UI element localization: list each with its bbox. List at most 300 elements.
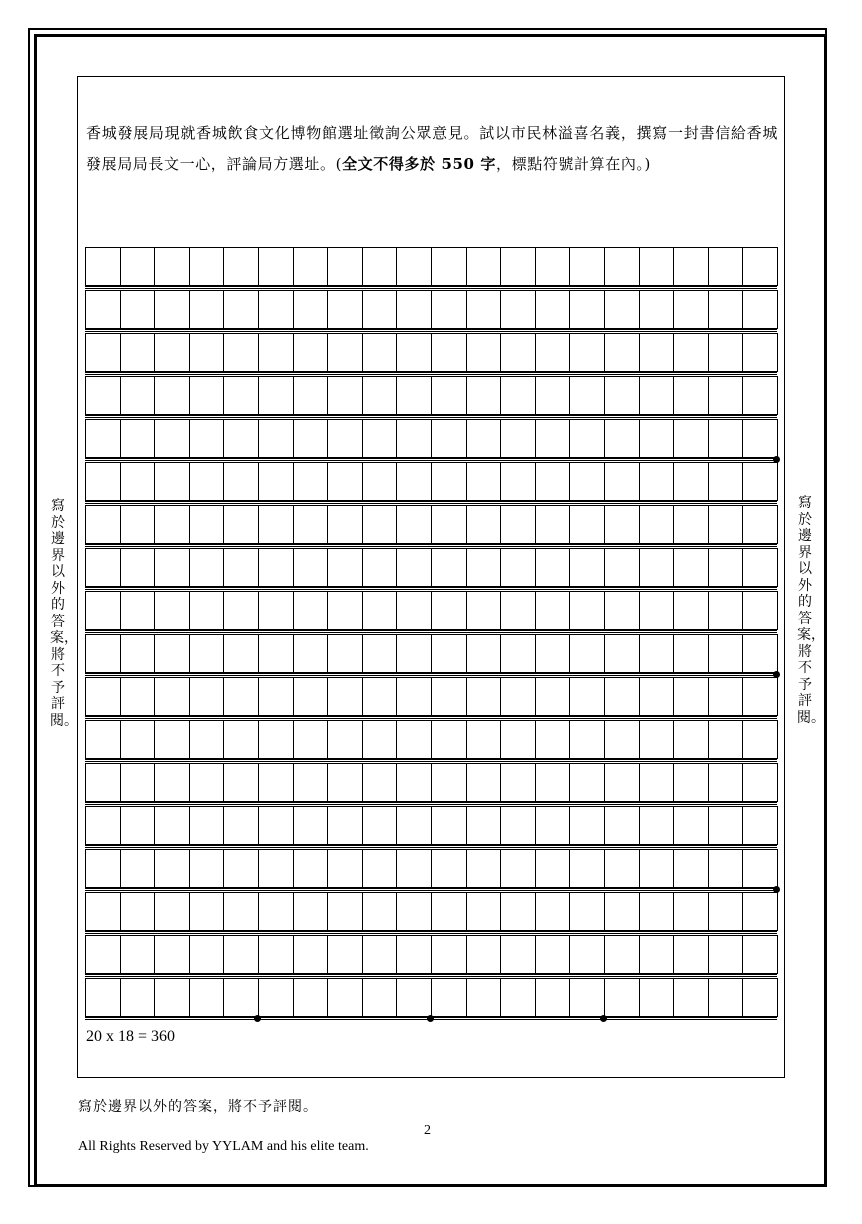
- grid-cell[interactable]: [467, 592, 502, 630]
- grid-cell[interactable]: [467, 764, 502, 802]
- grid-cell[interactable]: [640, 334, 675, 372]
- grid-cell[interactable]: [432, 592, 467, 630]
- grid-cell[interactable]: [570, 291, 605, 329]
- grid-cell[interactable]: [224, 893, 259, 931]
- grid-cell[interactable]: [501, 549, 536, 587]
- grid-cell[interactable]: [155, 463, 190, 501]
- grid-cell[interactable]: [294, 936, 329, 974]
- grid-cell[interactable]: [536, 334, 571, 372]
- grid-cell[interactable]: [709, 592, 744, 630]
- grid-cell[interactable]: [86, 850, 121, 888]
- grid-cell[interactable]: [397, 678, 432, 716]
- grid-cell[interactable]: [86, 635, 121, 673]
- grid-cell[interactable]: [86, 420, 121, 458]
- grid-cell[interactable]: [467, 850, 502, 888]
- grid-cell[interactable]: [363, 893, 398, 931]
- grid-cell[interactable]: [467, 549, 502, 587]
- grid-cell[interactable]: [397, 377, 432, 415]
- grid-cell[interactable]: [536, 291, 571, 329]
- grid-cell[interactable]: [743, 979, 778, 1017]
- grid-cell[interactable]: [328, 377, 363, 415]
- grid-cell[interactable]: [536, 463, 571, 501]
- grid-cell[interactable]: [121, 721, 156, 759]
- grid-cell[interactable]: [570, 721, 605, 759]
- grid-cell[interactable]: [501, 592, 536, 630]
- grid-cell[interactable]: [224, 463, 259, 501]
- grid-cell[interactable]: [328, 592, 363, 630]
- grid-cell[interactable]: [605, 506, 640, 544]
- grid-cell[interactable]: [224, 592, 259, 630]
- grid-cell[interactable]: [467, 635, 502, 673]
- grid-cell[interactable]: [86, 807, 121, 845]
- grid-cell[interactable]: [224, 979, 259, 1017]
- grid-cell[interactable]: [294, 506, 329, 544]
- grid-cell[interactable]: [605, 635, 640, 673]
- grid-cell[interactable]: [397, 893, 432, 931]
- grid-cell[interactable]: [570, 377, 605, 415]
- grid-cell[interactable]: [536, 377, 571, 415]
- grid-cell[interactable]: [190, 291, 225, 329]
- grid-cell[interactable]: [501, 420, 536, 458]
- grid-cell[interactable]: [397, 592, 432, 630]
- grid-cell[interactable]: [605, 850, 640, 888]
- grid-cell[interactable]: [328, 334, 363, 372]
- grid-cell[interactable]: [743, 291, 778, 329]
- grid-cell[interactable]: [155, 592, 190, 630]
- grid-cell[interactable]: [640, 463, 675, 501]
- grid-cell[interactable]: [570, 592, 605, 630]
- grid-cell[interactable]: [743, 678, 778, 716]
- grid-cell[interactable]: [743, 506, 778, 544]
- grid-cell[interactable]: [86, 549, 121, 587]
- grid-cell[interactable]: [709, 807, 744, 845]
- grid-cell[interactable]: [155, 377, 190, 415]
- grid-cell[interactable]: [86, 463, 121, 501]
- grid-cell[interactable]: [363, 463, 398, 501]
- grid-cell[interactable]: [86, 979, 121, 1017]
- grid-cell[interactable]: [294, 850, 329, 888]
- grid-cell[interactable]: [605, 334, 640, 372]
- grid-cell[interactable]: [501, 721, 536, 759]
- grid-cell[interactable]: [397, 721, 432, 759]
- grid-cell[interactable]: [674, 635, 709, 673]
- grid-cell[interactable]: [605, 248, 640, 286]
- grid-cell[interactable]: [570, 463, 605, 501]
- grid-cell[interactable]: [674, 979, 709, 1017]
- grid-cell[interactable]: [190, 463, 225, 501]
- grid-cell[interactable]: [674, 678, 709, 716]
- grid-cell[interactable]: [328, 850, 363, 888]
- grid-cell[interactable]: [397, 506, 432, 544]
- grid-cell[interactable]: [86, 592, 121, 630]
- grid-cell[interactable]: [259, 506, 294, 544]
- grid-cell[interactable]: [155, 420, 190, 458]
- grid-cell[interactable]: [328, 979, 363, 1017]
- grid-cell[interactable]: [86, 678, 121, 716]
- grid-cell[interactable]: [536, 764, 571, 802]
- grid-cell[interactable]: [467, 377, 502, 415]
- grid-cell[interactable]: [743, 334, 778, 372]
- grid-cell[interactable]: [743, 377, 778, 415]
- grid-cell[interactable]: [259, 549, 294, 587]
- grid-cell[interactable]: [709, 420, 744, 458]
- grid-cell[interactable]: [743, 850, 778, 888]
- grid-cell[interactable]: [536, 979, 571, 1017]
- grid-cell[interactable]: [640, 377, 675, 415]
- grid-cell[interactable]: [121, 420, 156, 458]
- grid-cell[interactable]: [294, 592, 329, 630]
- grid-cell[interactable]: [155, 635, 190, 673]
- grid-cell[interactable]: [328, 893, 363, 931]
- grid-cell[interactable]: [467, 807, 502, 845]
- grid-cell[interactable]: [674, 377, 709, 415]
- grid-cell[interactable]: [363, 506, 398, 544]
- grid-cell[interactable]: [743, 807, 778, 845]
- grid-cell[interactable]: [674, 248, 709, 286]
- grid-cell[interactable]: [467, 936, 502, 974]
- grid-cell[interactable]: [640, 764, 675, 802]
- grid-cell[interactable]: [294, 893, 329, 931]
- grid-cell[interactable]: [363, 635, 398, 673]
- grid-cell[interactable]: [259, 291, 294, 329]
- grid-cell[interactable]: [397, 420, 432, 458]
- grid-cell[interactable]: [121, 291, 156, 329]
- grid-cell[interactable]: [570, 248, 605, 286]
- grid-cell[interactable]: [536, 592, 571, 630]
- grid-cell[interactable]: [259, 764, 294, 802]
- grid-cell[interactable]: [674, 764, 709, 802]
- grid-cell[interactable]: [155, 248, 190, 286]
- grid-cell[interactable]: [259, 936, 294, 974]
- grid-cell[interactable]: [155, 506, 190, 544]
- grid-cell[interactable]: [605, 549, 640, 587]
- grid-cell[interactable]: [467, 291, 502, 329]
- grid-cell[interactable]: [743, 893, 778, 931]
- grid-cell[interactable]: [363, 549, 398, 587]
- grid-cell[interactable]: [570, 979, 605, 1017]
- grid-cell[interactable]: [259, 420, 294, 458]
- grid-cell[interactable]: [536, 248, 571, 286]
- grid-cell[interactable]: [536, 420, 571, 458]
- grid-cell[interactable]: [432, 850, 467, 888]
- grid-cell[interactable]: [467, 420, 502, 458]
- grid-cell[interactable]: [190, 334, 225, 372]
- grid-cell[interactable]: [190, 850, 225, 888]
- grid-cell[interactable]: [294, 678, 329, 716]
- grid-cell[interactable]: [121, 463, 156, 501]
- grid-cell[interactable]: [121, 248, 156, 286]
- grid-cell[interactable]: [501, 377, 536, 415]
- grid-cell[interactable]: [259, 334, 294, 372]
- grid-cell[interactable]: [674, 893, 709, 931]
- grid-cell[interactable]: [709, 549, 744, 587]
- grid-cell[interactable]: [155, 334, 190, 372]
- grid-cell[interactable]: [121, 635, 156, 673]
- grid-cell[interactable]: [467, 893, 502, 931]
- grid-cell[interactable]: [536, 850, 571, 888]
- grid-cell[interactable]: [121, 334, 156, 372]
- grid-cell[interactable]: [674, 334, 709, 372]
- grid-cell[interactable]: [397, 463, 432, 501]
- grid-cell[interactable]: [467, 248, 502, 286]
- grid-cell[interactable]: [640, 807, 675, 845]
- grid-cell[interactable]: [190, 506, 225, 544]
- grid-cell[interactable]: [674, 463, 709, 501]
- grid-cell[interactable]: [259, 721, 294, 759]
- grid-cell[interactable]: [640, 678, 675, 716]
- grid-cell[interactable]: [294, 377, 329, 415]
- grid-cell[interactable]: [328, 549, 363, 587]
- grid-cell[interactable]: [640, 936, 675, 974]
- grid-cell[interactable]: [570, 635, 605, 673]
- grid-cell[interactable]: [397, 334, 432, 372]
- grid-cell[interactable]: [259, 678, 294, 716]
- grid-cell[interactable]: [709, 291, 744, 329]
- grid-cell[interactable]: [397, 807, 432, 845]
- grid-cell[interactable]: [86, 377, 121, 415]
- grid-cell[interactable]: [86, 764, 121, 802]
- grid-cell[interactable]: [743, 420, 778, 458]
- grid-cell[interactable]: [224, 936, 259, 974]
- grid-cell[interactable]: [640, 248, 675, 286]
- grid-cell[interactable]: [743, 463, 778, 501]
- grid-cell[interactable]: [121, 592, 156, 630]
- grid-cell[interactable]: [224, 850, 259, 888]
- grid-cell[interactable]: [397, 248, 432, 286]
- grid-cell[interactable]: [501, 764, 536, 802]
- grid-cell[interactable]: [570, 678, 605, 716]
- grid-cell[interactable]: [259, 377, 294, 415]
- grid-cell[interactable]: [363, 678, 398, 716]
- grid-cell[interactable]: [709, 979, 744, 1017]
- grid-cell[interactable]: [536, 721, 571, 759]
- grid-cell[interactable]: [121, 936, 156, 974]
- grid-cell[interactable]: [190, 549, 225, 587]
- grid-cell[interactable]: [328, 635, 363, 673]
- grid-cell[interactable]: [363, 334, 398, 372]
- grid-cell[interactable]: [224, 678, 259, 716]
- grid-cell[interactable]: [709, 678, 744, 716]
- grid-cell[interactable]: [294, 764, 329, 802]
- grid-cell[interactable]: [501, 291, 536, 329]
- grid-cell[interactable]: [363, 764, 398, 802]
- grid-cell[interactable]: [224, 291, 259, 329]
- grid-cell[interactable]: [363, 377, 398, 415]
- grid-cell[interactable]: [397, 936, 432, 974]
- grid-cell[interactable]: [605, 936, 640, 974]
- grid-cell[interactable]: [155, 850, 190, 888]
- grid-cell[interactable]: [709, 506, 744, 544]
- grid-cell[interactable]: [467, 334, 502, 372]
- grid-cell[interactable]: [536, 506, 571, 544]
- grid-cell[interactable]: [674, 936, 709, 974]
- grid-cell[interactable]: [501, 807, 536, 845]
- grid-cell[interactable]: [363, 420, 398, 458]
- grid-cell[interactable]: [294, 291, 329, 329]
- grid-cell[interactable]: [190, 807, 225, 845]
- grid-cell[interactable]: [190, 893, 225, 931]
- grid-cell[interactable]: [709, 248, 744, 286]
- grid-cell[interactable]: [363, 291, 398, 329]
- grid-cell[interactable]: [605, 764, 640, 802]
- grid-cell[interactable]: [536, 936, 571, 974]
- grid-cell[interactable]: [501, 248, 536, 286]
- grid-cell[interactable]: [190, 592, 225, 630]
- grid-cell[interactable]: [432, 678, 467, 716]
- grid-cell[interactable]: [605, 893, 640, 931]
- grid-cell[interactable]: [121, 678, 156, 716]
- grid-cell[interactable]: [224, 635, 259, 673]
- grid-cell[interactable]: [121, 506, 156, 544]
- grid-cell[interactable]: [328, 463, 363, 501]
- grid-cell[interactable]: [363, 592, 398, 630]
- grid-cell[interactable]: [501, 678, 536, 716]
- grid-cell[interactable]: [674, 850, 709, 888]
- grid-cell[interactable]: [605, 721, 640, 759]
- grid-cell[interactable]: [570, 549, 605, 587]
- grid-cell[interactable]: [397, 979, 432, 1017]
- grid-cell[interactable]: [640, 291, 675, 329]
- grid-cell[interactable]: [467, 463, 502, 501]
- grid-cell[interactable]: [121, 377, 156, 415]
- grid-cell[interactable]: [743, 764, 778, 802]
- grid-cell[interactable]: [190, 764, 225, 802]
- grid-cell[interactable]: [190, 377, 225, 415]
- grid-cell[interactable]: [259, 248, 294, 286]
- grid-cell[interactable]: [674, 420, 709, 458]
- grid-cell[interactable]: [501, 334, 536, 372]
- grid-cell[interactable]: [294, 549, 329, 587]
- grid-cell[interactable]: [743, 592, 778, 630]
- grid-cell[interactable]: [467, 678, 502, 716]
- grid-cell[interactable]: [328, 248, 363, 286]
- grid-cell[interactable]: [224, 549, 259, 587]
- grid-cell[interactable]: [640, 592, 675, 630]
- grid-cell[interactable]: [743, 936, 778, 974]
- grid-cell[interactable]: [674, 506, 709, 544]
- grid-cell[interactable]: [190, 678, 225, 716]
- grid-cell[interactable]: [432, 764, 467, 802]
- grid-cell[interactable]: [605, 291, 640, 329]
- grid-cell[interactable]: [432, 721, 467, 759]
- grid-cell[interactable]: [363, 721, 398, 759]
- grid-cell[interactable]: [224, 506, 259, 544]
- grid-cell[interactable]: [432, 893, 467, 931]
- grid-cell[interactable]: [605, 420, 640, 458]
- grid-cell[interactable]: [501, 463, 536, 501]
- grid-cell[interactable]: [640, 721, 675, 759]
- grid-cell[interactable]: [674, 592, 709, 630]
- grid-cell[interactable]: [86, 334, 121, 372]
- grid-cell[interactable]: [328, 764, 363, 802]
- grid-cell[interactable]: [605, 678, 640, 716]
- grid-cell[interactable]: [328, 721, 363, 759]
- grid-cell[interactable]: [709, 936, 744, 974]
- grid-cell[interactable]: [501, 635, 536, 673]
- grid-cell[interactable]: [259, 463, 294, 501]
- grid-cell[interactable]: [397, 635, 432, 673]
- grid-cell[interactable]: [328, 506, 363, 544]
- grid-cell[interactable]: [709, 377, 744, 415]
- grid-cell[interactable]: [155, 764, 190, 802]
- grid-cell[interactable]: [432, 334, 467, 372]
- grid-cell[interactable]: [224, 377, 259, 415]
- grid-cell[interactable]: [224, 334, 259, 372]
- grid-cell[interactable]: [328, 291, 363, 329]
- grid-cell[interactable]: [121, 549, 156, 587]
- grid-cell[interactable]: [259, 807, 294, 845]
- grid-cell[interactable]: [570, 850, 605, 888]
- grid-cell[interactable]: [155, 721, 190, 759]
- grid-cell[interactable]: [674, 549, 709, 587]
- grid-cell[interactable]: [294, 807, 329, 845]
- grid-cell[interactable]: [536, 549, 571, 587]
- grid-cell[interactable]: [155, 549, 190, 587]
- grid-cell[interactable]: [190, 420, 225, 458]
- grid-cell[interactable]: [640, 635, 675, 673]
- grid-cell[interactable]: [363, 850, 398, 888]
- grid-cell[interactable]: [86, 721, 121, 759]
- grid-cell[interactable]: [640, 850, 675, 888]
- grid-cell[interactable]: [397, 291, 432, 329]
- grid-cell[interactable]: [397, 764, 432, 802]
- grid-cell[interactable]: [328, 420, 363, 458]
- grid-cell[interactable]: [743, 549, 778, 587]
- grid-cell[interactable]: [432, 979, 467, 1017]
- grid-cell[interactable]: [224, 420, 259, 458]
- grid-cell[interactable]: [294, 635, 329, 673]
- grid-cell[interactable]: [570, 506, 605, 544]
- grid-cell[interactable]: [155, 678, 190, 716]
- grid-cell[interactable]: [432, 463, 467, 501]
- grid-cell[interactable]: [363, 936, 398, 974]
- grid-cell[interactable]: [501, 850, 536, 888]
- grid-cell[interactable]: [259, 850, 294, 888]
- grid-cell[interactable]: [570, 764, 605, 802]
- grid-cell[interactable]: [536, 893, 571, 931]
- grid-cell[interactable]: [121, 850, 156, 888]
- grid-cell[interactable]: [224, 721, 259, 759]
- grid-cell[interactable]: [605, 979, 640, 1017]
- grid-cell[interactable]: [155, 893, 190, 931]
- grid-cell[interactable]: [605, 463, 640, 501]
- grid-cell[interactable]: [743, 721, 778, 759]
- grid-cell[interactable]: [640, 893, 675, 931]
- grid-cell[interactable]: [709, 463, 744, 501]
- grid-cell[interactable]: [121, 764, 156, 802]
- grid-cell[interactable]: [432, 807, 467, 845]
- grid-cell[interactable]: [259, 893, 294, 931]
- grid-cell[interactable]: [155, 807, 190, 845]
- grid-cell[interactable]: [536, 807, 571, 845]
- grid-cell[interactable]: [709, 893, 744, 931]
- grid-cell[interactable]: [432, 549, 467, 587]
- grid-cell[interactable]: [570, 893, 605, 931]
- grid-cell[interactable]: [501, 936, 536, 974]
- grid-cell[interactable]: [605, 807, 640, 845]
- grid-cell[interactable]: [432, 420, 467, 458]
- grid-cell[interactable]: [432, 936, 467, 974]
- grid-cell[interactable]: [570, 807, 605, 845]
- grid-cell[interactable]: [190, 635, 225, 673]
- grid-cell[interactable]: [536, 635, 571, 673]
- grid-cell[interactable]: [259, 592, 294, 630]
- grid-cell[interactable]: [328, 936, 363, 974]
- grid-cell[interactable]: [328, 678, 363, 716]
- grid-cell[interactable]: [259, 635, 294, 673]
- grid-cell[interactable]: [86, 936, 121, 974]
- grid-cell[interactable]: [86, 291, 121, 329]
